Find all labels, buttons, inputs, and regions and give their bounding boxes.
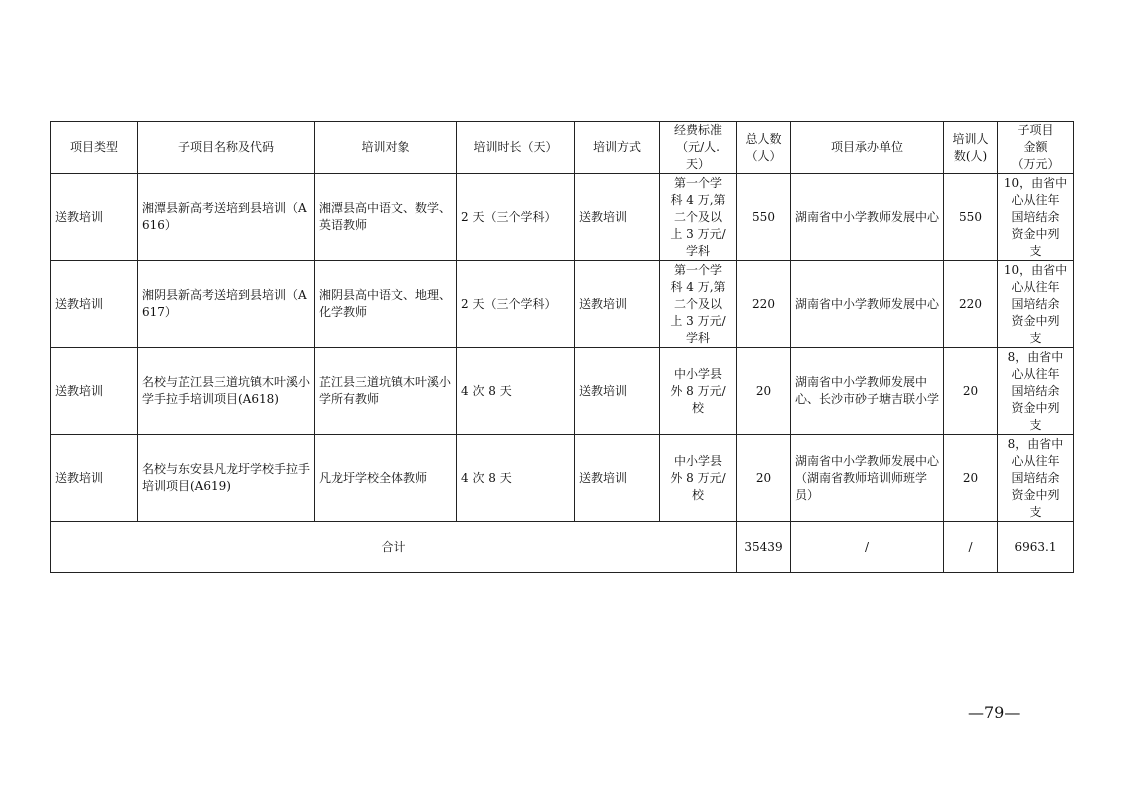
training-table xyxy=(50,121,1074,573)
table-row xyxy=(51,174,1074,261)
cell-duration: 2 天（三个学科） xyxy=(457,261,575,348)
header-standard: 经费标准 （元/人. 天） xyxy=(660,122,737,174)
cell-type: 送教培训 xyxy=(51,261,138,348)
header-org: 项目承办单位 xyxy=(791,122,944,174)
cell-standard: 中小学县 外 8 万元/ 校 xyxy=(660,348,737,435)
cell-total: 550 xyxy=(737,174,791,261)
cell-duration: 4 次 8 天 xyxy=(457,348,575,435)
cell-type: 送教培训 xyxy=(51,348,138,435)
cell-method: 送教培训 xyxy=(575,174,660,261)
cell-duration: 4 次 8 天 xyxy=(457,435,575,522)
table-row xyxy=(51,348,1074,435)
cell-target: 凡龙圩学校全体教师 xyxy=(315,435,457,522)
cell-org: 湖南省中小学教师发展中心、长沙市砂子塘吉联小学 xyxy=(791,348,944,435)
cell-org: 湖南省中小学教师发展中心 xyxy=(791,261,944,348)
header-name: 子项目名称及代码 xyxy=(138,122,315,174)
header-amount: 子项目 金额 （万元） xyxy=(998,122,1074,174)
cell-name: 湘阴县新高考送培到县培训（A617） xyxy=(138,261,315,348)
cell-name: 湘潭县新高考送培到县培训（A616） xyxy=(138,174,315,261)
cell-total: 20 xyxy=(737,348,791,435)
cell-target: 湘潭县高中语文、数学、英语教师 xyxy=(315,174,457,261)
page-number: —79— xyxy=(968,703,1021,722)
cell-standard: 第一个学 科 4 万,第 二个及以 上 3 万元/ 学科 xyxy=(660,174,737,261)
cell-standard: 中小学县 外 8 万元/ 校 xyxy=(660,435,737,522)
table-row xyxy=(51,435,1074,522)
cell-org: 湖南省中小学教师发展中心（湖南省教师培训师班学员） xyxy=(791,435,944,522)
header-type: 项目类型 xyxy=(51,122,138,174)
cell-org: 湖南省中小学教师发展中心 xyxy=(791,174,944,261)
total-org: / xyxy=(791,522,944,573)
header-total: 总人数 （人） xyxy=(737,122,791,174)
cell-method: 送教培训 xyxy=(575,435,660,522)
cell-amount: 10，由省中 心从往年 国培结余 资金中列 支 xyxy=(998,261,1074,348)
cell-type: 送教培训 xyxy=(51,174,138,261)
total-row xyxy=(51,522,1074,573)
total-label: 合计 xyxy=(51,522,737,573)
header-count: 培训人 数(人) xyxy=(944,122,998,174)
cell-amount: 8，由省中 心从往年 国培结余 资金中列 支 xyxy=(998,348,1074,435)
header-method: 培训方式 xyxy=(575,122,660,174)
cell-name: 名校与芷江县三道坑镇木叶溪小学手拉手培训项目(A618) xyxy=(138,348,315,435)
cell-standard: 第一个学 科 4 万,第 二个及以 上 3 万元/ 学科 xyxy=(660,261,737,348)
cell-amount: 10，由省中 心从往年 国培结余 资金中列 支 xyxy=(998,174,1074,261)
cell-amount: 8，由省中 心从往年 国培结余 资金中列 支 xyxy=(998,435,1074,522)
table-row xyxy=(51,261,1074,348)
cell-count: 220 xyxy=(944,261,998,348)
total-people: 35439 xyxy=(737,522,791,573)
cell-target: 湘阴县高中语文、地理、化学教师 xyxy=(315,261,457,348)
cell-name: 名校与东安县凡龙圩学校手拉手培训项目(A619) xyxy=(138,435,315,522)
cell-method: 送教培训 xyxy=(575,261,660,348)
cell-duration: 2 天（三个学科） xyxy=(457,174,575,261)
cell-target: 芷江县三道坑镇木叶溪小学所有教师 xyxy=(315,348,457,435)
cell-count: 20 xyxy=(944,348,998,435)
header-duration: 培训时长（天） xyxy=(457,122,575,174)
total-amount: 6963.1 xyxy=(998,522,1074,573)
total-count: / xyxy=(944,522,998,573)
cell-count: 550 xyxy=(944,174,998,261)
cell-total: 20 xyxy=(737,435,791,522)
cell-type: 送教培训 xyxy=(51,435,138,522)
cell-method: 送教培训 xyxy=(575,348,660,435)
table-header-row xyxy=(51,122,1074,174)
cell-total: 220 xyxy=(737,261,791,348)
header-target: 培训对象 xyxy=(315,122,457,174)
cell-count: 20 xyxy=(944,435,998,522)
